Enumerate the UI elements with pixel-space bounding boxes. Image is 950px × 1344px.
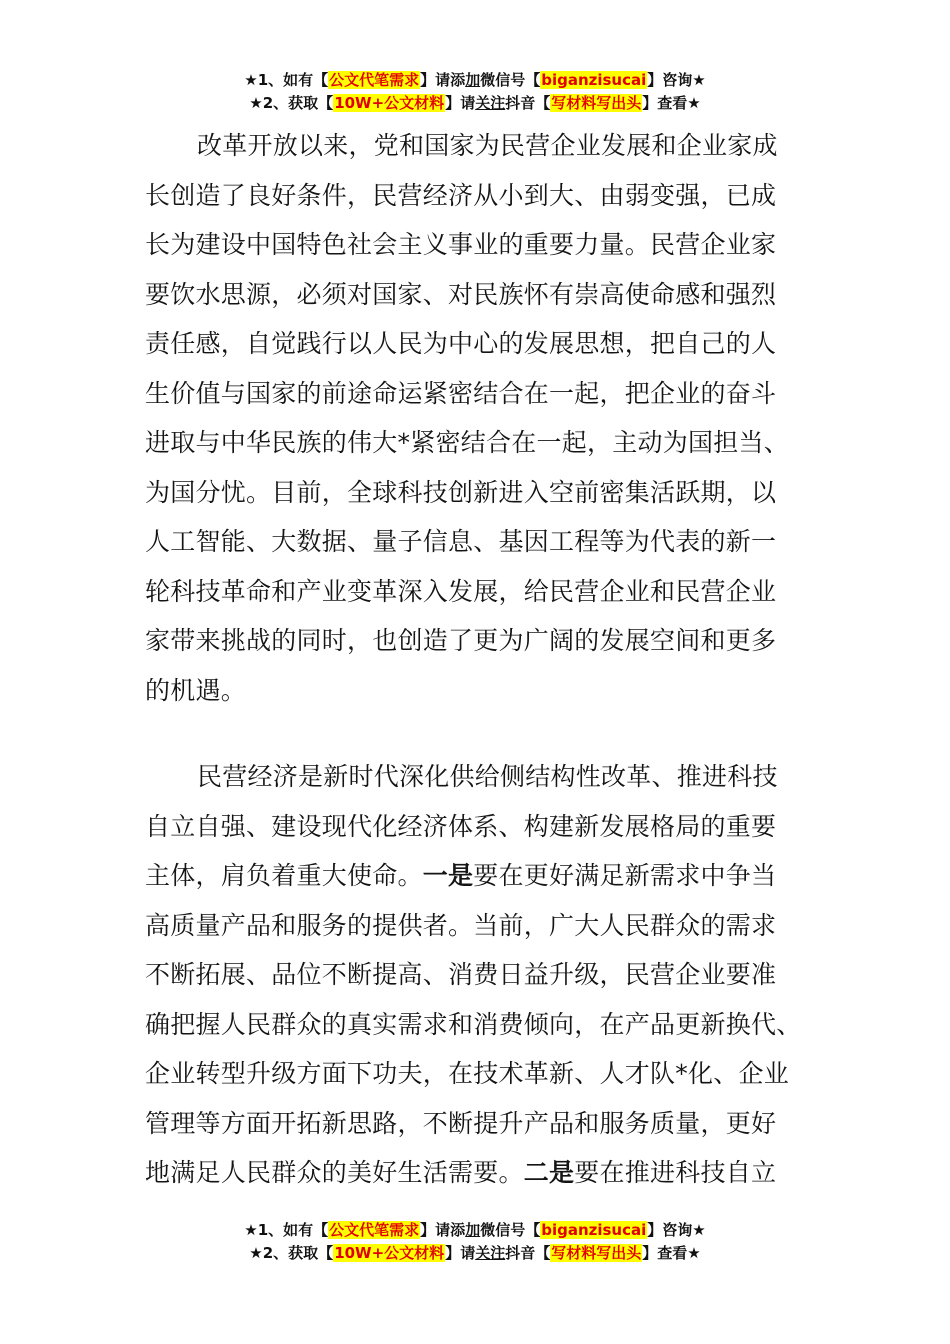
- paragraph-line: 企业转型升级方面下功夫，在技术革新、人才队*化、企业: [145, 1059, 790, 1088]
- banner-text: 】请: [445, 94, 476, 112]
- paragraph-line: 家带来挑战的同时，也创造了更为广阔的发展空间和更多: [145, 626, 777, 655]
- footer-banner: [0, 1219, 950, 1265]
- paragraph-line: 长创造了良好条件，民营经济从小到大、由弱变强，已成: [145, 180, 777, 210]
- paragraph-1: [145, 121, 795, 715]
- banner-highlight: 写材料写出头: [551, 1244, 642, 1262]
- paragraph-2: [145, 752, 802, 1198]
- paragraph-line: 要饮水思源，必须对国家、对民族怀有崇高使命感和强烈: [145, 279, 777, 309]
- banner-text: 】咨询★: [647, 71, 706, 89]
- banner-highlight: 10W+公文材料: [334, 94, 445, 112]
- banner-highlight: biganzisucai: [541, 1221, 647, 1239]
- banner-line-1: [0, 1219, 950, 1242]
- paragraph-line: 进取与中华民族的伟大*紧密结合在一起，主动为国担当、: [145, 428, 790, 457]
- banner-underline-text: 关注: [475, 94, 506, 112]
- banner-text: ★1、如有【: [244, 71, 329, 89]
- bold-marker: 二是: [523, 1158, 575, 1187]
- banner-text: 抖音【: [505, 1244, 551, 1262]
- banner-text: 】咨询★: [647, 1221, 706, 1239]
- paragraph-line: 生价值与国家的前途命运紧密结合在一起，把企业的奋斗: [145, 378, 777, 408]
- paragraph-line: 管理等方面开拓新思路，不断提升产品和服务质量，更好: [145, 1108, 777, 1138]
- banner-underline-text: 加: [465, 71, 481, 89]
- paragraph-line: 民营经济是新时代深化供给侧结构性改革、推进科技: [197, 762, 778, 791]
- paragraph-line: 改革开放以来，党和国家为民营企业发展和企业家成: [197, 131, 778, 160]
- banner-highlight: 10W+公文材料: [334, 1244, 445, 1262]
- banner-highlight: 写材料写出头: [551, 94, 642, 112]
- paragraph-line: [145, 1148, 795, 1198]
- banner-text: 抖音【: [505, 94, 551, 112]
- banner-text: 】请添: [420, 1221, 466, 1239]
- banner-underline-text: 加: [465, 1221, 481, 1239]
- banner-line-2: [0, 92, 950, 115]
- paragraph-text: 主体，肩负着重大使命。: [145, 861, 423, 890]
- banner-line-2: [0, 1242, 950, 1265]
- paragraph-text: 地满足人民群众的美好生活需要。: [145, 1158, 524, 1187]
- banner-text: ★1、如有【: [244, 1221, 329, 1239]
- paragraph-line: 不断拓展、品位不断提高、消费日益升级，民营企业要准: [145, 960, 777, 989]
- banner-text: 】查看★: [642, 1244, 701, 1262]
- banner-text: 】请添: [420, 71, 466, 89]
- banner-line-1: [0, 69, 950, 92]
- bold-marker: 一是: [422, 861, 474, 890]
- paragraph-line: 人工智能、大数据、量子信息、基因工程等为代表的新一: [145, 527, 777, 556]
- banner-text: 微信号【: [480, 71, 541, 89]
- paragraph-line: 高质量产品和服务的提供者。当前，广大人民群众的需求: [145, 910, 777, 940]
- paragraph-line: 责任感，自觉践行以人民为中心的发展思想，把自己的人: [145, 329, 777, 358]
- banner-highlight: 公文代笔需求: [329, 1221, 420, 1239]
- banner-text: 微信号【: [480, 1221, 541, 1239]
- paragraph-text: 要在推进科技自立: [574, 1158, 777, 1187]
- paragraph-line: 自立自强、建设现代化经济体系、构建新发展格局的重要: [145, 811, 777, 841]
- banner-text: ★2、获取【: [249, 1244, 334, 1262]
- paragraph-line: 为国分忧。目前，全球科技创新进入空前密集活跃期，以: [145, 477, 777, 507]
- banner-highlight: biganzisucai: [541, 71, 647, 89]
- banner-text: 】查看★: [642, 94, 701, 112]
- banner-text: ★2、获取【: [249, 94, 334, 112]
- banner-text: 】请: [445, 1244, 476, 1262]
- paragraph-line: 轮科技革命和产业变革深入发展，给民营企业和民营企业: [145, 576, 777, 606]
- paragraph-line: 长为建设中国特色社会主义事业的重要力量。民营企业家: [145, 230, 777, 259]
- banner-highlight: 公文代笔需求: [329, 71, 420, 89]
- header-banner: [0, 69, 950, 115]
- paragraph-text: 要在更好满足新需求中争当: [473, 861, 777, 890]
- paragraph-line: 的机遇。: [145, 675, 247, 705]
- paragraph-line: [145, 851, 795, 901]
- banner-underline-text: 关注: [475, 1244, 506, 1262]
- paragraph-line: 确把握人民群众的真实需求和消费倾向，在产品更新换代、: [145, 1009, 802, 1039]
